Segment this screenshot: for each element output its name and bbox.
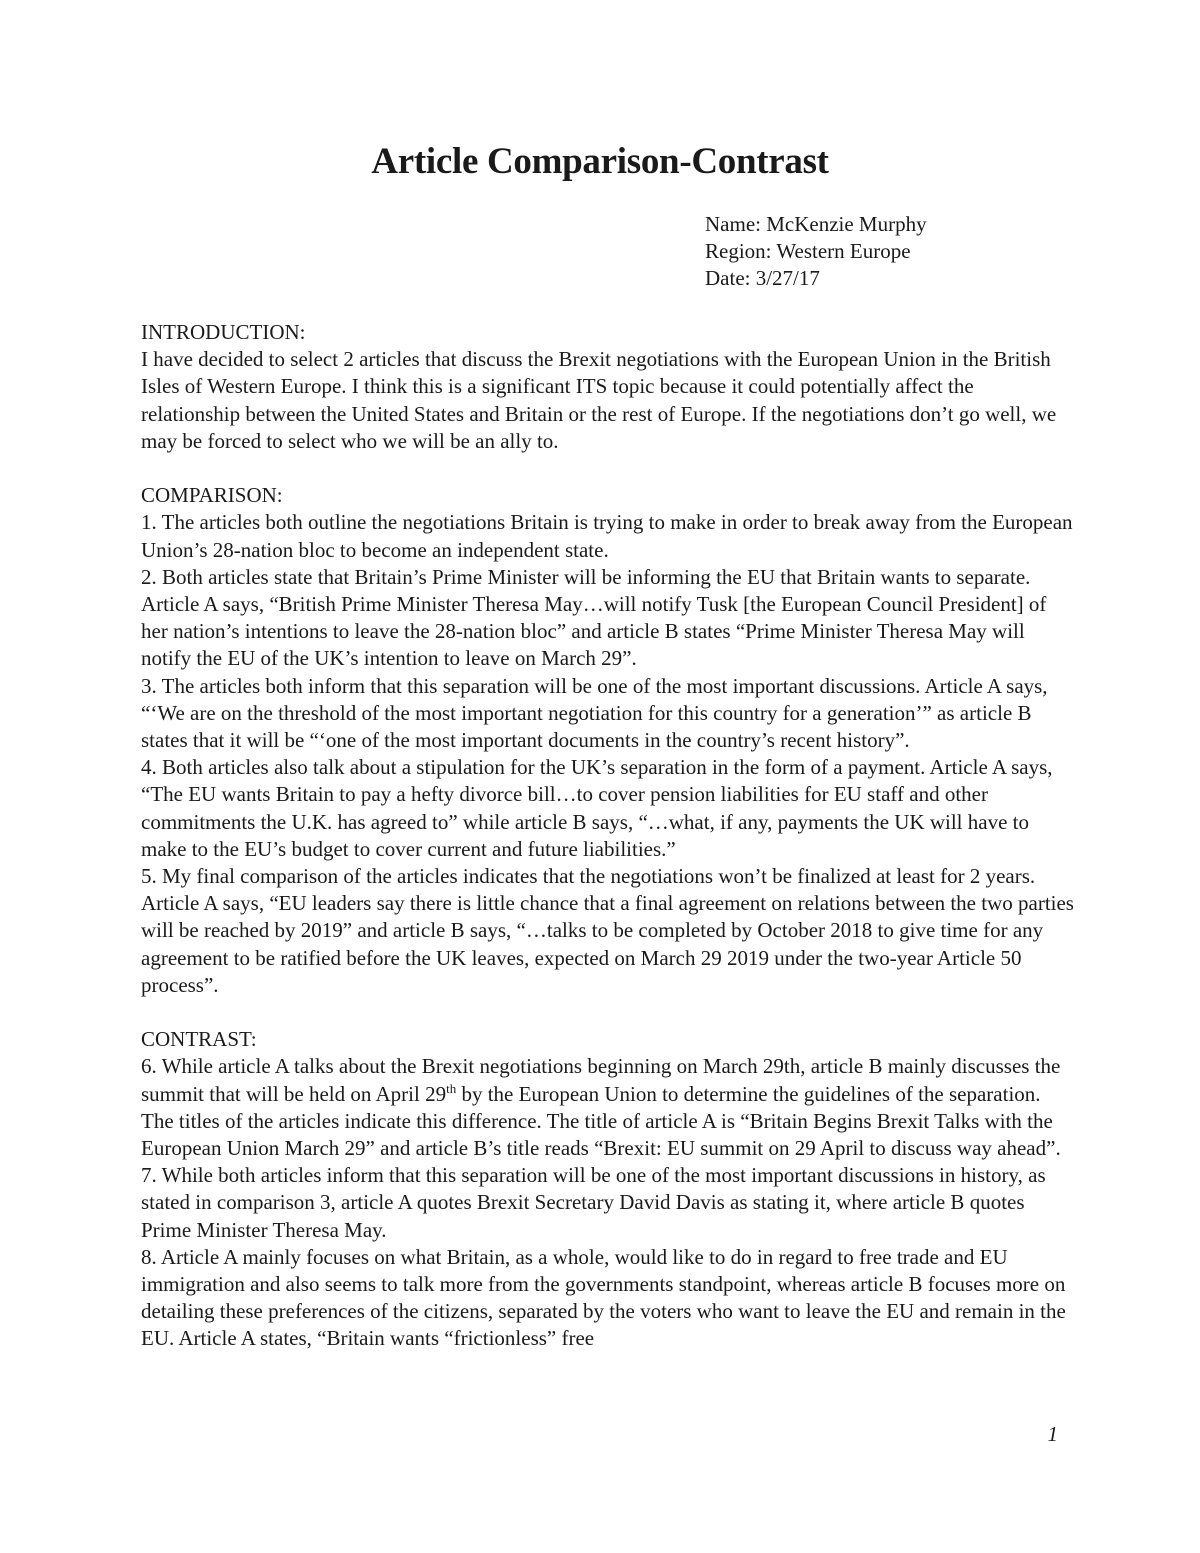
contrast-item-6-text-a: 6. While article A talks about the Brexit negotiations beginning on March 29th, article B mainly discusses the summit that will be held on April 29 [141, 1054, 1061, 1106]
document-body [141, 319, 1076, 1353]
comparison-item-2: 2. Both articles state that Britain’s Prime Minister will be informing the EU that Britain wants to separate. Article A says, “British Prime Minister Theresa May…will notify Tusk [the European Council President] of her nation’s intentions to leave the 28-nation bloc” and article B states “Prime Minister Theresa May will notify the EU of the UK’s intention to leave on March 29”. [141, 564, 1047, 671]
contrast-item-6 [141, 1053, 1076, 1162]
contrast-heading: CONTRAST: [141, 1027, 257, 1052]
name-line: Name: McKenzie Murphy [705, 212, 927, 236]
superscript-ordinal: th [446, 1080, 457, 1096]
page-number: 1 [1047, 1422, 1058, 1446]
contrast-item-7: 7. While both articles inform that this separation will be one of the most important discussions in history, as stated in comparison 3, article A quotes Brexit Secretary David Davis as stating it, where article B quotes Prime Minister Theresa May. [141, 1163, 1046, 1242]
page-title: Article Comparison-Contrast [371, 141, 829, 182]
section-spacer [141, 455, 1076, 482]
comparison-item-1: 1. The articles both outline the negotiations Britain is trying to make in order to break away from the European Union’s 28-nation bloc to become an independent state. [141, 510, 1073, 562]
comparison-item-3: 3. The articles both inform that this separation will be one of the most important discussions. Article A says, “‘We are on the threshold of the most important negotiation for this country for a generation’” as article B states that it will be “‘one of the most important documents in the country’s recent history”. [141, 673, 1048, 753]
contrast-item-6-text-b: by the European Union to determine the guidelines of the separation. The titles of the articles indicate this difference. The title of article A is “Britain Begins Brexit Talks with the European Union March 29” and article B’s title reads “Brexit: EU summit on 29 April to discuss way ahead”. [141, 1081, 1061, 1161]
comparison-item-4: 4. Both articles also talk about a stipulation for the UK’s separation in the form of a payment. Article A says, “The EU wants Britain to pay a hefty divorce bill…to cover pension liabilities for EU staff and other commitments the U.K. has agreed to” while article B says, “…what, if any, payments the UK will have to make to the EU’s budget to cover current and future liabilities.” [141, 755, 1053, 861]
comparison-item-5: 5. My final comparison of the articles indicates that the negotiations won’t be finalized at least for 2 years. Article A says, “EU leaders say there is little chance that a final agreement on relations between the two parties will be reached by 2019” and article B says, “…talks to be completed by October 2018 to give time for any agreement to be ratified before the UK leaves, expected on March 29 2019 under the two-year Article 50 process”. [141, 864, 1074, 997]
contrast-item-8: 8. Article A mainly focuses on what Britain, as a whole, would like to do in regard to free trade and EU immigration and also seems to talk more from the governments standpoint, whereas article B focuses more on detailing these preferences of the citizens, separated by the voters who want to leave the EU and remain in the EU. Article A states, “Britain wants “frictionless” free [141, 1244, 1066, 1351]
section-spacer [141, 999, 1076, 1026]
region-line: Region: Western Europe [705, 239, 911, 263]
introduction-paragraph: I have decided to select 2 articles that discuss the Brexit negotiations with the European Union in the British Isles of Western Europe. I think this is a significant ITS topic because it could potentially affect the relationship between the United States and Britain or the rest of Europe. If the negotiations don’t go well, we may be forced to select who we will be an ally to. [141, 347, 1057, 453]
date-line: Date: 3/27/17 [705, 266, 820, 290]
author-info-block [705, 211, 927, 292]
comparison-heading: COMPARISON: [141, 483, 283, 508]
introduction-heading: INTRODUCTION: [141, 320, 306, 344]
